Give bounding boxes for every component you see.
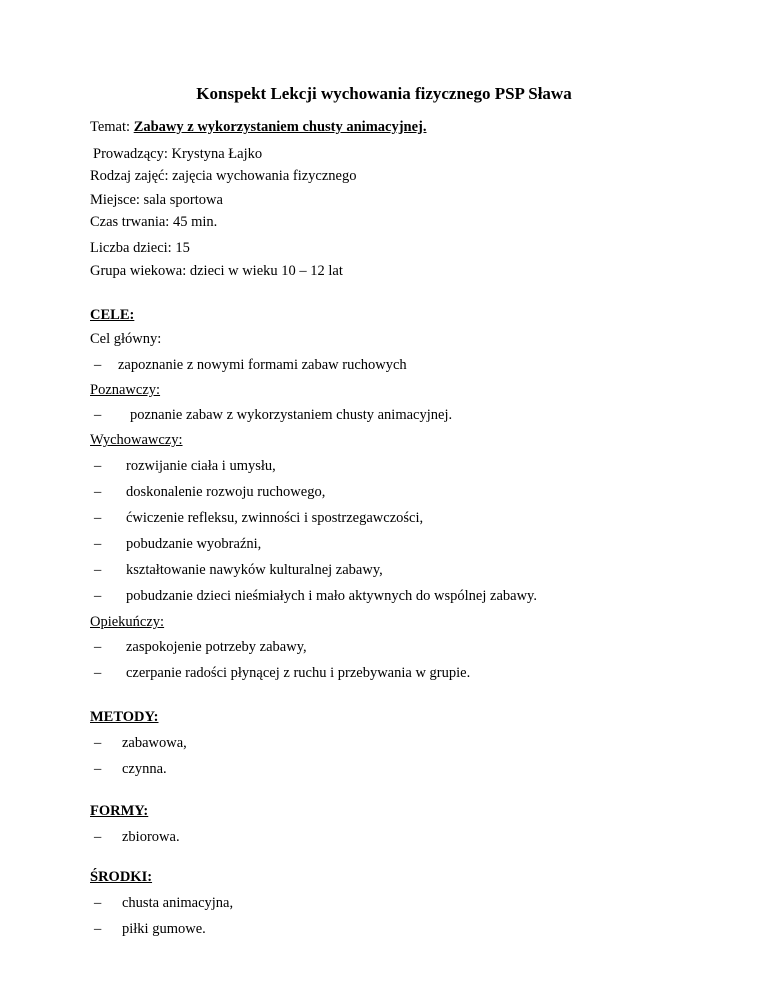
dash-bullet: –: [94, 639, 102, 655]
list-item: czynna.: [122, 761, 167, 777]
dash-bullet: –: [94, 588, 102, 604]
dash-bullet: –: [94, 357, 102, 373]
dash-bullet: –: [94, 665, 102, 681]
list-item: kształtowanie nawyków kulturalnej zabawy,: [126, 562, 383, 578]
list-item: pobudzanie wyobraźni,: [126, 536, 262, 552]
cele-heading: CELE:: [90, 307, 135, 323]
poznawczy-label: Poznawczy:: [90, 382, 161, 398]
list-item: doskonalenie rozwoju ruchowego,: [126, 484, 326, 500]
prowadzacy-line: Prowadzący: Krystyna Łajko: [93, 146, 263, 162]
dash-bullet: –: [94, 761, 102, 777]
dash-bullet: –: [94, 510, 102, 526]
czas-line: Czas trwania: 45 min.: [90, 214, 218, 230]
list-item: zbiorowa.: [122, 829, 180, 845]
rodzaj-line: Rodzaj zajęć: zajęcia wychowania fizycznego: [90, 168, 357, 184]
formy-heading: FORMY:: [90, 803, 149, 819]
dash-bullet: –: [94, 458, 102, 474]
miejsce-line: Miejsce: sala sportowa: [90, 192, 223, 208]
list-item: chusta animacyjna,: [122, 895, 234, 911]
list-item: czerpanie radości płynącej z ruchu i przebywania w grupie.: [126, 665, 471, 681]
dash-bullet: –: [94, 735, 102, 751]
cel-glowny-label: Cel główny:: [90, 331, 162, 347]
dash-bullet: –: [94, 407, 102, 423]
dash-bullet: –: [94, 921, 102, 937]
srodki-heading: ŚRODKI:: [90, 869, 153, 885]
dash-bullet: –: [94, 536, 102, 552]
metody-heading: METODY:: [90, 709, 159, 725]
dash-bullet: –: [94, 895, 102, 911]
list-item: zapoznanie z nowymi formami zabaw ruchowych: [118, 357, 407, 373]
liczba-line: Liczba dzieci: 15: [90, 240, 190, 256]
list-item: pobudzanie dzieci nieśmiałych i mało aktywnych do wspólnej zabawy.: [126, 588, 537, 604]
opiekunczy-label: Opiekuńczy:: [90, 614, 165, 630]
dash-bullet: –: [94, 484, 102, 500]
wychowawczy-label: Wychowawczy:: [90, 432, 183, 448]
list-item: zabawowa,: [122, 735, 187, 751]
list-item: poznanie zabaw z wykorzystaniem chusty animacyjnej.: [130, 407, 453, 423]
temat-value: Zabawy z wykorzystaniem chusty animacyjnej.: [133, 119, 427, 135]
grupa-line: Grupa wiekowa: dzieci w wieku 10 – 12 lat: [90, 263, 343, 279]
temat-line: [90, 118, 427, 136]
list-item: piłki gumowe.: [122, 921, 206, 937]
list-item: rozwijanie ciała i umysłu,: [126, 458, 276, 474]
list-item: ćwiczenie refleksu, zwinności i spostrzegawczości,: [126, 510, 424, 526]
document-title: Konspekt Lekcji wychowania fizycznego PSP Sława: [196, 84, 572, 103]
dash-bullet: –: [94, 562, 102, 578]
dash-bullet: –: [94, 829, 102, 845]
temat-label: Temat:: [90, 119, 131, 135]
list-item: zaspokojenie potrzeby zabawy,: [126, 639, 307, 655]
